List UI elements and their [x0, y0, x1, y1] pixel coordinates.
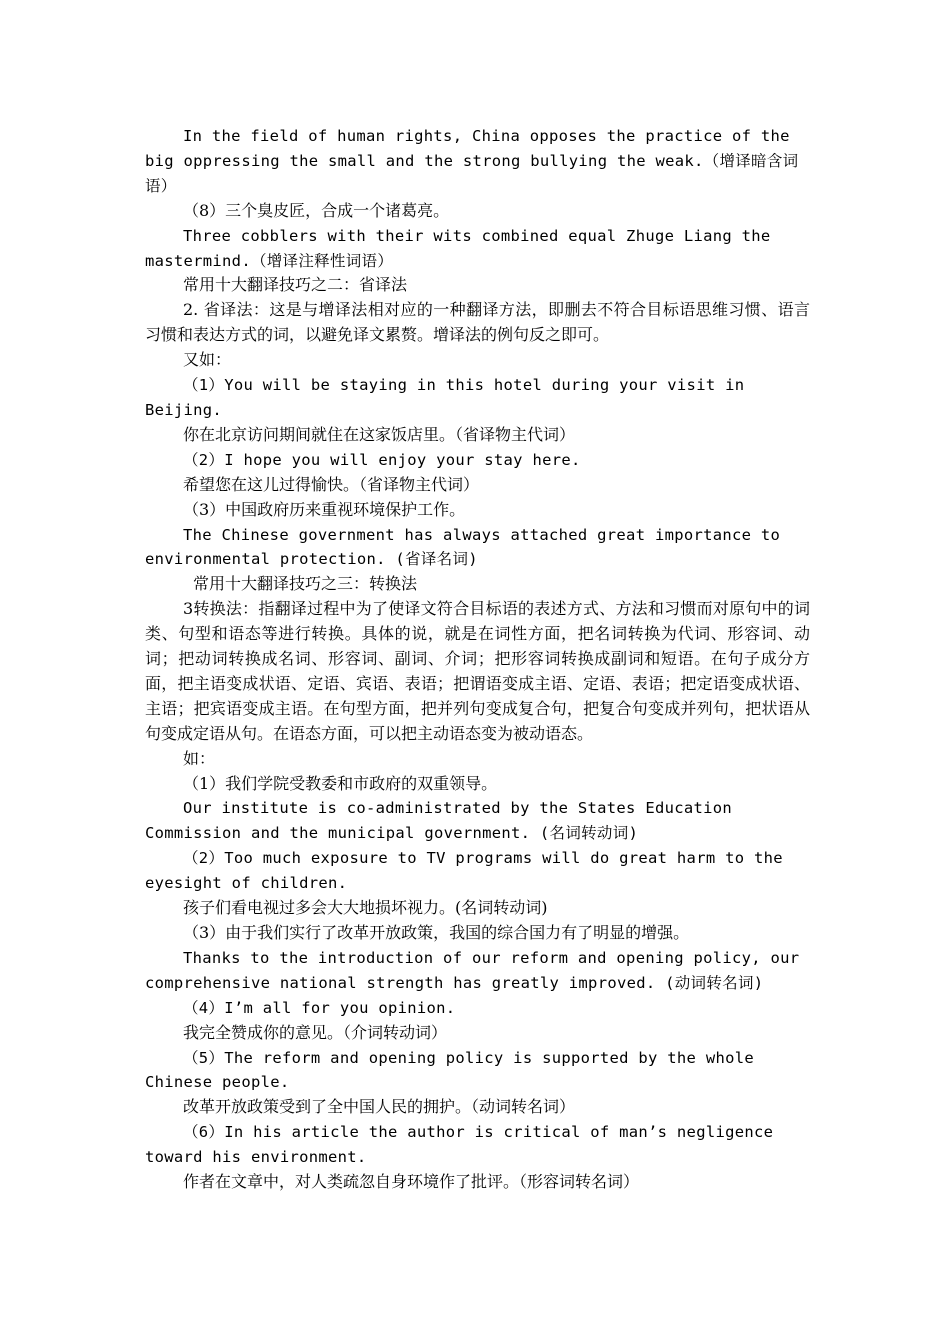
paragraph: 我完全赞成你的意见。（介词转动词） — [183, 1022, 448, 1042]
paragraph: （1）我们学院受教委和市政府的双重领导。 — [183, 773, 498, 793]
paragraph: 孩子们看电视过多会大大地损坏视力。(名词转动词) — [183, 898, 548, 918]
paragraph: In the field of human rights, China opposes the practice of the big oppressing the small and the strong bullying the weak.（增译暗含词语） — [145, 127, 799, 195]
paragraph: 3转换法：指翻译过程中为了使译文符合目标语的表述方式、方法和习惯而对原句中的词类、句型和语态等进行转换。具体的说，就是在词性方面，把名词转换为代词、形容词、动词；把动词转换成名词、形容词、副词、介词；把形容词转换成副词和短语。在句子成分方面，把主语变成状语、定语、宾语、表语；把谓语变成主语、定语、表语；把定语变成状语、主语；把宾语变成主语。在句型方面，把并列句变成复合句，把复合句变成并列句，把状语从句变成定语从句。在语态方面，可以把主动语态变为被动语态。 — [145, 599, 810, 743]
paragraph: 改革开放政策受到了全中国人民的拥护。（动词转名词） — [183, 1097, 576, 1117]
paragraph: （2）Too much exposure to TV programs will do great harm to the eyesight of children. — [145, 849, 783, 893]
paragraph: Three cobblers with their wits combined equal Zhuge Liang the mastermind.（增译注释性词语） — [145, 226, 771, 270]
paragraph: 作者在文章中，对人类疏忽自身环境作了批评。（形容词转名词） — [183, 1172, 640, 1192]
paragraph: 又如： — [183, 350, 232, 370]
paragraph: （5）The reform and opening policy is supported by the whole Chinese people. — [145, 1048, 754, 1092]
paragraph: Thanks to the introduction of our reform and opening policy, our comprehensive national strength has greatly improved. (动词转名词) — [145, 948, 800, 992]
paragraph: 希望您在这儿过得愉快。（省译物主代词） — [183, 474, 480, 494]
section-heading: 常用十大翻译技巧之二：省译法 — [183, 275, 408, 295]
paragraph: （4）I’m all for you opinion. — [183, 998, 456, 1017]
document-body — [145, 124, 810, 1195]
paragraph: The Chinese government has always attached great importance to environmental protection. (省译名词) — [145, 525, 781, 569]
paragraph: （2）I hope you will enjoy your stay here. — [183, 450, 581, 469]
paragraph: Our institute is co-administrated by the States Education Commission and the municipal government. (名词转动词) — [145, 799, 733, 843]
paragraph: （1）You will be staying in this hotel during your visit in Beijing. — [145, 376, 745, 419]
paragraph: （3）由于我们实行了改革开放政策，我国的综合国力有了明显的增强。 — [183, 923, 690, 942]
paragraph: （3）中国政府历来重视环境保护工作。 — [183, 499, 466, 519]
paragraph: 2. 省译法：这是与增译法相对应的一种翻译方法，即删去不符合目标语思维习惯、语言习惯和表达方式的词，以避免译文累赘。增译法的例句反之即可。 — [145, 300, 810, 345]
paragraph: 你在北京访问期间就住在这家饭店里。（省译物主代词） — [183, 424, 576, 444]
paragraph: （8）三个臭皮匠，合成一个诸葛亮。 — [183, 200, 450, 220]
paragraph: 如： — [183, 748, 216, 768]
section-heading: 常用十大翻译技巧之三：转换法 — [193, 574, 418, 594]
paragraph: （6）In his article the author is critical of man’s negligence toward his environment. — [145, 1123, 774, 1167]
